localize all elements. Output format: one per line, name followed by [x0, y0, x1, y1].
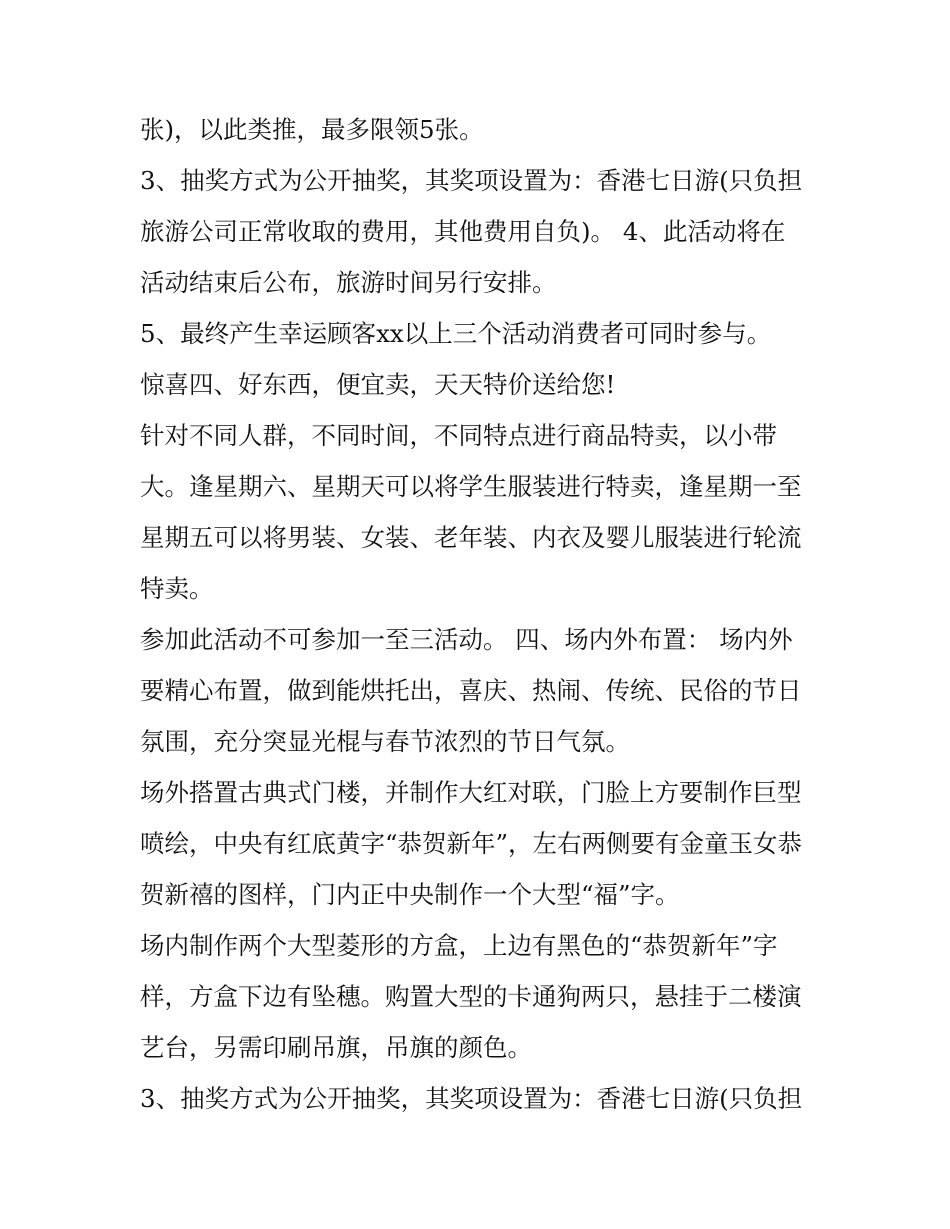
text-line: 喷绘，中央有红底黄字“恭贺新年”，左右两侧要有金童玉女恭	[140, 829, 803, 858]
text-line: 参加此活动不可参加一至三活动。 四、场内外布置： 场内外	[140, 625, 793, 654]
text-line: 要精心布置，做到能烘托出，喜庆、热闹、传统、民俗的节日	[140, 676, 802, 705]
text-line: 惊喜四、好东西，便宜卖，天天特价送给您!	[140, 370, 616, 399]
text-line: 3、抽奖方式为公开抽奖，其奖项设置为：香港七日游(只负担	[140, 1084, 803, 1113]
text-line: 活动结束后公布，旅游时间另行安排。	[140, 268, 557, 297]
text-line: 氛围，充分突显光棍与春节浓烈的节日气氛。	[140, 727, 630, 756]
text-line: 针对不同人群，不同时间，不同特点进行商品特卖，以小带	[140, 421, 777, 450]
text-line: 星期五可以将男装、女装、老年装、内衣及婴儿服装进行轮流	[140, 523, 802, 552]
text-line: 张)，以此类推，最多限领5张。	[140, 115, 484, 144]
text-line: 3、抽奖方式为公开抽奖，其奖项设置为：香港七日游(只负担	[140, 166, 803, 195]
text-line: 旅游公司正常收取的费用，其他费用自负)。 4、此活动将在	[140, 217, 786, 246]
text-line: 5、最终产生幸运顾客xx以上三个活动消费者可同时参与。	[140, 319, 772, 348]
text-line: 样，方盒下边有坠穗。购置大型的卡通狗两只，悬挂于二楼演	[140, 982, 802, 1011]
text-line: 场内制作两个大型菱形的方盒，上边有黑色的“恭贺新年”字	[140, 931, 778, 960]
text-line: 艺台，另需印刷吊旗，吊旗的颜色。	[140, 1033, 532, 1062]
text-line: 特卖。	[140, 574, 214, 603]
text-line: 贺新禧的图样，门内正中央制作一个大型“福”字。	[140, 880, 680, 909]
text-line: 大。逢星期六、星期天可以将学生服装进行特卖，逢星期一至	[140, 472, 802, 501]
body-text	[140, 104, 816, 1124]
text-line: 场外搭置古典式门楼，并制作大红对联，门脸上方要制作巨型	[140, 778, 802, 807]
